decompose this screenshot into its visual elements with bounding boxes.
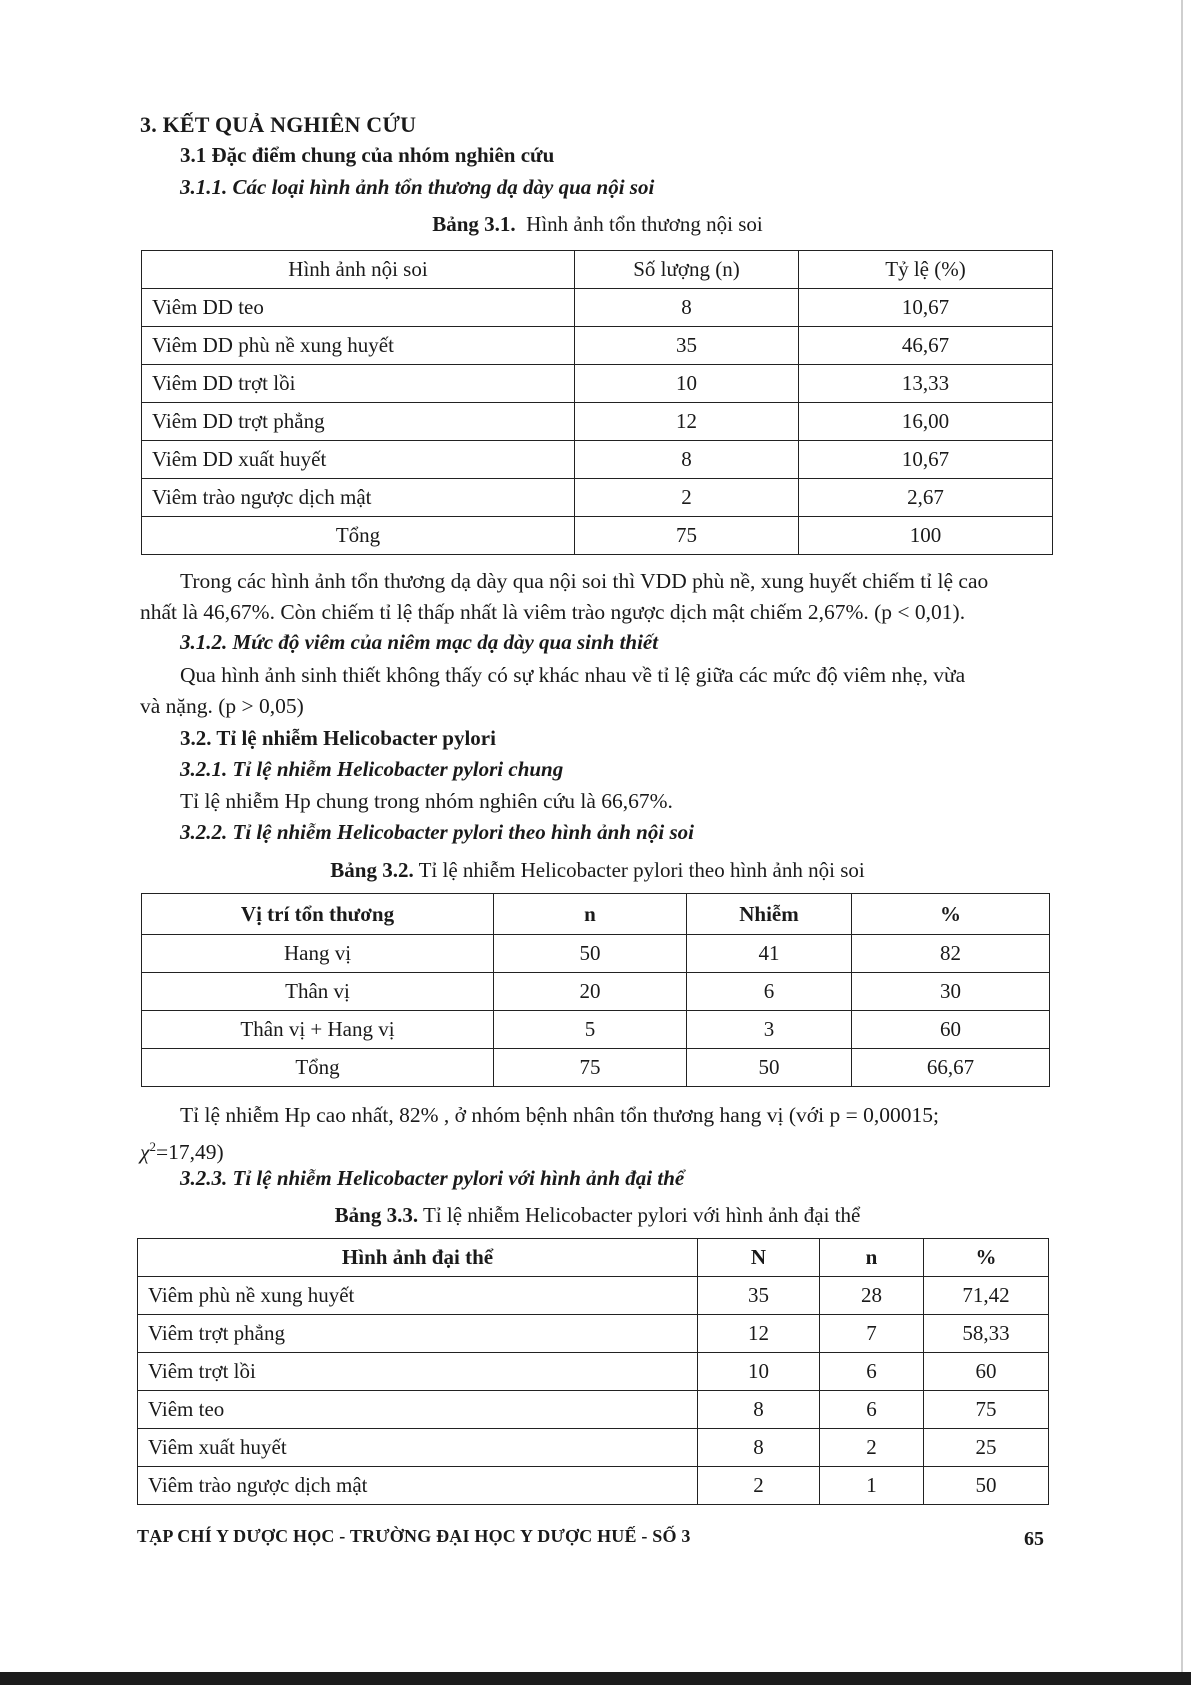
table2-caption-text: Tỉ lệ nhiễm Helicobacter pylori theo hình ảnh nội soi bbox=[418, 858, 865, 882]
table2-cell: Tổng bbox=[142, 1049, 494, 1087]
paragraph-2 bbox=[140, 660, 1052, 722]
table-row bbox=[142, 289, 1053, 327]
table2-cell: Hang vị bbox=[142, 935, 494, 973]
table2-cell: 30 bbox=[852, 973, 1050, 1011]
table2-caption-label: Bảng 3.2. bbox=[330, 858, 414, 882]
subsection-3-1: 3.1 Đặc điểm chung của nhóm nghiên cứu bbox=[180, 143, 555, 167]
table-3-1 bbox=[141, 250, 1053, 555]
table2-cell: 66,67 bbox=[852, 1049, 1050, 1087]
table1-caption-text: Hình ảnh tổn thương nội soi bbox=[526, 212, 763, 236]
table1-cell: Viêm DD xuất huyết bbox=[142, 441, 575, 479]
table1-cell: 8 bbox=[575, 441, 799, 479]
table3-cell: 6 bbox=[820, 1391, 924, 1429]
chi-symbol: χ bbox=[140, 1140, 150, 1165]
table2-cell: 41 bbox=[687, 935, 852, 973]
table1-cell: 10,67 bbox=[799, 289, 1053, 327]
table3-cell: 58,33 bbox=[924, 1315, 1049, 1353]
table1-cell: 2,67 bbox=[799, 479, 1053, 517]
table3-cell: 8 bbox=[698, 1429, 820, 1467]
paragraph-4-line: Tỉ lệ nhiễm Hp cao nhất, 82% , ở nhóm bệnh nhân tổn thương hang vị (với p = 0,00015; bbox=[180, 1103, 939, 1127]
table2-header-row bbox=[142, 894, 1050, 935]
table1-cell: 35 bbox=[575, 327, 799, 365]
chi-value: =17,49) bbox=[155, 1140, 224, 1165]
table2-cell: 20 bbox=[494, 973, 687, 1011]
table3-header-cell: % bbox=[924, 1239, 1049, 1277]
table3-cell: Viêm xuất huyết bbox=[138, 1429, 698, 1467]
scan-edge-bottom bbox=[0, 1672, 1191, 1685]
table1-header-row bbox=[142, 251, 1053, 289]
table2-cell: 75 bbox=[494, 1049, 687, 1087]
table1-cell: 13,33 bbox=[799, 365, 1053, 403]
table1-header-cell: Số lượng (n) bbox=[575, 251, 799, 289]
table-row bbox=[138, 1429, 1049, 1467]
table2-header-cell: n bbox=[494, 894, 687, 935]
page-number: 65 bbox=[1024, 1528, 1044, 1550]
table1-cell: 10,67 bbox=[799, 441, 1053, 479]
table1-cell: Tổng bbox=[142, 517, 575, 555]
table3-cell: 12 bbox=[698, 1315, 820, 1353]
table-row bbox=[142, 973, 1050, 1011]
subsection-3-2-3: 3.2.3. Tỉ lệ nhiễm Helicobacter pylori với hình ảnh đại thể bbox=[180, 1166, 685, 1190]
table3-cell: 35 bbox=[698, 1277, 820, 1315]
table2-total-row bbox=[142, 1049, 1050, 1087]
table3-cell: 2 bbox=[698, 1467, 820, 1505]
table3-caption bbox=[140, 1203, 1055, 1228]
table3-cell: 1 bbox=[820, 1467, 924, 1505]
table-row bbox=[138, 1391, 1049, 1429]
paragraph-4 bbox=[140, 1100, 1052, 1168]
paragraph-1 bbox=[140, 566, 1052, 628]
paragraph-2-line: Qua hình ảnh sinh thiết không thấy có sự khác nhau về tỉ lệ giữa các mức độ viêm nhẹ, vừa bbox=[180, 663, 966, 687]
table2-cell: 6 bbox=[687, 973, 852, 1011]
table2-cell: 82 bbox=[852, 935, 1050, 973]
table2-header-cell: % bbox=[852, 894, 1050, 935]
table3-header-cell: Hình ảnh đại thể bbox=[138, 1239, 698, 1277]
table3-cell: 75 bbox=[924, 1391, 1049, 1429]
table1-cell: Viêm DD trợt lồi bbox=[142, 365, 575, 403]
table1-header-cell: Tỷ lệ (%) bbox=[799, 251, 1053, 289]
table1-cell: 8 bbox=[575, 289, 799, 327]
subsection-3-2-2: 3.2.2. Tỉ lệ nhiễm Helicobacter pylori theo hình ảnh nội soi bbox=[180, 820, 694, 844]
table-row bbox=[142, 403, 1053, 441]
table-3-3 bbox=[137, 1238, 1049, 1505]
table-row bbox=[142, 1011, 1050, 1049]
table2-cell: Thân vị bbox=[142, 973, 494, 1011]
table3-caption-text: Tỉ lệ nhiễm Helicobacter pylori với hình ảnh đại thể bbox=[422, 1203, 861, 1227]
table3-header-row bbox=[138, 1239, 1049, 1277]
table-row bbox=[142, 935, 1050, 973]
table-row bbox=[142, 365, 1053, 403]
table2-cell: 50 bbox=[494, 935, 687, 973]
paragraph-1-line: nhất là 46,67%. Còn chiếm tỉ lệ thấp nhất là viêm trào ngược dịch mật chiếm 2,67%. (p < 0,01). bbox=[140, 600, 966, 624]
table1-cell: 46,67 bbox=[799, 327, 1053, 365]
table-row bbox=[138, 1467, 1049, 1505]
paragraph-1-line: Trong các hình ảnh tổn thương dạ dày qua nội soi thì VDD phù nề, xung huyết chiếm tỉ lệ cao bbox=[180, 569, 989, 593]
table2-cell: 3 bbox=[687, 1011, 852, 1049]
table1-cell: 2 bbox=[575, 479, 799, 517]
table3-cell: Viêm trợt lồi bbox=[138, 1353, 698, 1391]
table-row bbox=[138, 1353, 1049, 1391]
section-title: 3. KẾT QUẢ NGHIÊN CỨU bbox=[140, 112, 417, 137]
table-row bbox=[138, 1277, 1049, 1315]
subsection-3-1-1: 3.1.1. Các loại hình ảnh tổn thương dạ dày qua nội soi bbox=[180, 175, 655, 199]
table-row bbox=[142, 441, 1053, 479]
table3-cell: 25 bbox=[924, 1429, 1049, 1467]
table2-caption bbox=[140, 858, 1055, 883]
table-row bbox=[142, 327, 1053, 365]
paragraph-4-line-2 bbox=[140, 1131, 1052, 1168]
table3-cell: Viêm trào ngược dịch mật bbox=[138, 1467, 698, 1505]
table1-caption bbox=[140, 212, 1055, 237]
paragraph-3: Tỉ lệ nhiễm Hp chung trong nhóm nghiên cứu là 66,67%. bbox=[180, 789, 673, 813]
table3-cell: Viêm phù nề xung huyết bbox=[138, 1277, 698, 1315]
table1-total-row bbox=[142, 517, 1053, 555]
table3-cell: 6 bbox=[820, 1353, 924, 1391]
table1-cell: 100 bbox=[799, 517, 1053, 555]
table1-cell: 12 bbox=[575, 403, 799, 441]
table3-cell: 28 bbox=[820, 1277, 924, 1315]
table1-cell: Viêm DD trợt phẳng bbox=[142, 403, 575, 441]
table1-header-cell: Hình ảnh nội soi bbox=[142, 251, 575, 289]
table1-cell: 75 bbox=[575, 517, 799, 555]
subsection-3-1-2: 3.1.2. Mức độ viêm của niêm mạc dạ dày qua sinh thiết bbox=[180, 630, 659, 654]
table3-cell: Viêm teo bbox=[138, 1391, 698, 1429]
table3-caption-label: Bảng 3.3. bbox=[334, 1203, 419, 1227]
table3-cell: 2 bbox=[820, 1429, 924, 1467]
table3-cell: 10 bbox=[698, 1353, 820, 1391]
table1-cell: 10 bbox=[575, 365, 799, 403]
chi-superscript: 2 bbox=[149, 1139, 156, 1154]
table2-cell: Thân vị + Hang vị bbox=[142, 1011, 494, 1049]
table1-caption-label: Bảng 3.1. bbox=[432, 212, 516, 236]
table3-cell: 8 bbox=[698, 1391, 820, 1429]
table3-header-cell: N bbox=[698, 1239, 820, 1277]
table2-cell: 5 bbox=[494, 1011, 687, 1049]
subsection-3-2: 3.2. Tỉ lệ nhiễm Helicobacter pylori bbox=[180, 726, 496, 750]
table-3-2 bbox=[141, 893, 1050, 1087]
table3-cell: 60 bbox=[924, 1353, 1049, 1391]
table2-header-cell: Vị trí tổn thương bbox=[142, 894, 494, 935]
table3-cell: Viêm trợt phẳng bbox=[138, 1315, 698, 1353]
scan-edge-right bbox=[1181, 0, 1183, 1685]
table2-cell: 50 bbox=[687, 1049, 852, 1087]
subsection-3-2-1: 3.2.1. Tỉ lệ nhiễm Helicobacter pylori chung bbox=[180, 757, 564, 781]
table3-header-cell: n bbox=[820, 1239, 924, 1277]
table1-cell: Viêm trào ngược dịch mật bbox=[142, 479, 575, 517]
table2-cell: 60 bbox=[852, 1011, 1050, 1049]
table2-header-cell: Nhiễm bbox=[687, 894, 852, 935]
table3-cell: 71,42 bbox=[924, 1277, 1049, 1315]
table3-cell: 7 bbox=[820, 1315, 924, 1353]
journal-footer: TẠP CHÍ Y DƯỢC HỌC - TRƯỜNG ĐẠI HỌC Y DƯỢC HUẾ - SỐ 3 bbox=[137, 1526, 691, 1546]
table-row bbox=[138, 1315, 1049, 1353]
table-row bbox=[142, 479, 1053, 517]
table1-cell: Viêm DD teo bbox=[142, 289, 575, 327]
paragraph-2-line: và nặng. (p > 0,05) bbox=[140, 694, 304, 718]
table1-cell: Viêm DD phù nề xung huyết bbox=[142, 327, 575, 365]
table1-cell: 16,00 bbox=[799, 403, 1053, 441]
table3-cell: 50 bbox=[924, 1467, 1049, 1505]
